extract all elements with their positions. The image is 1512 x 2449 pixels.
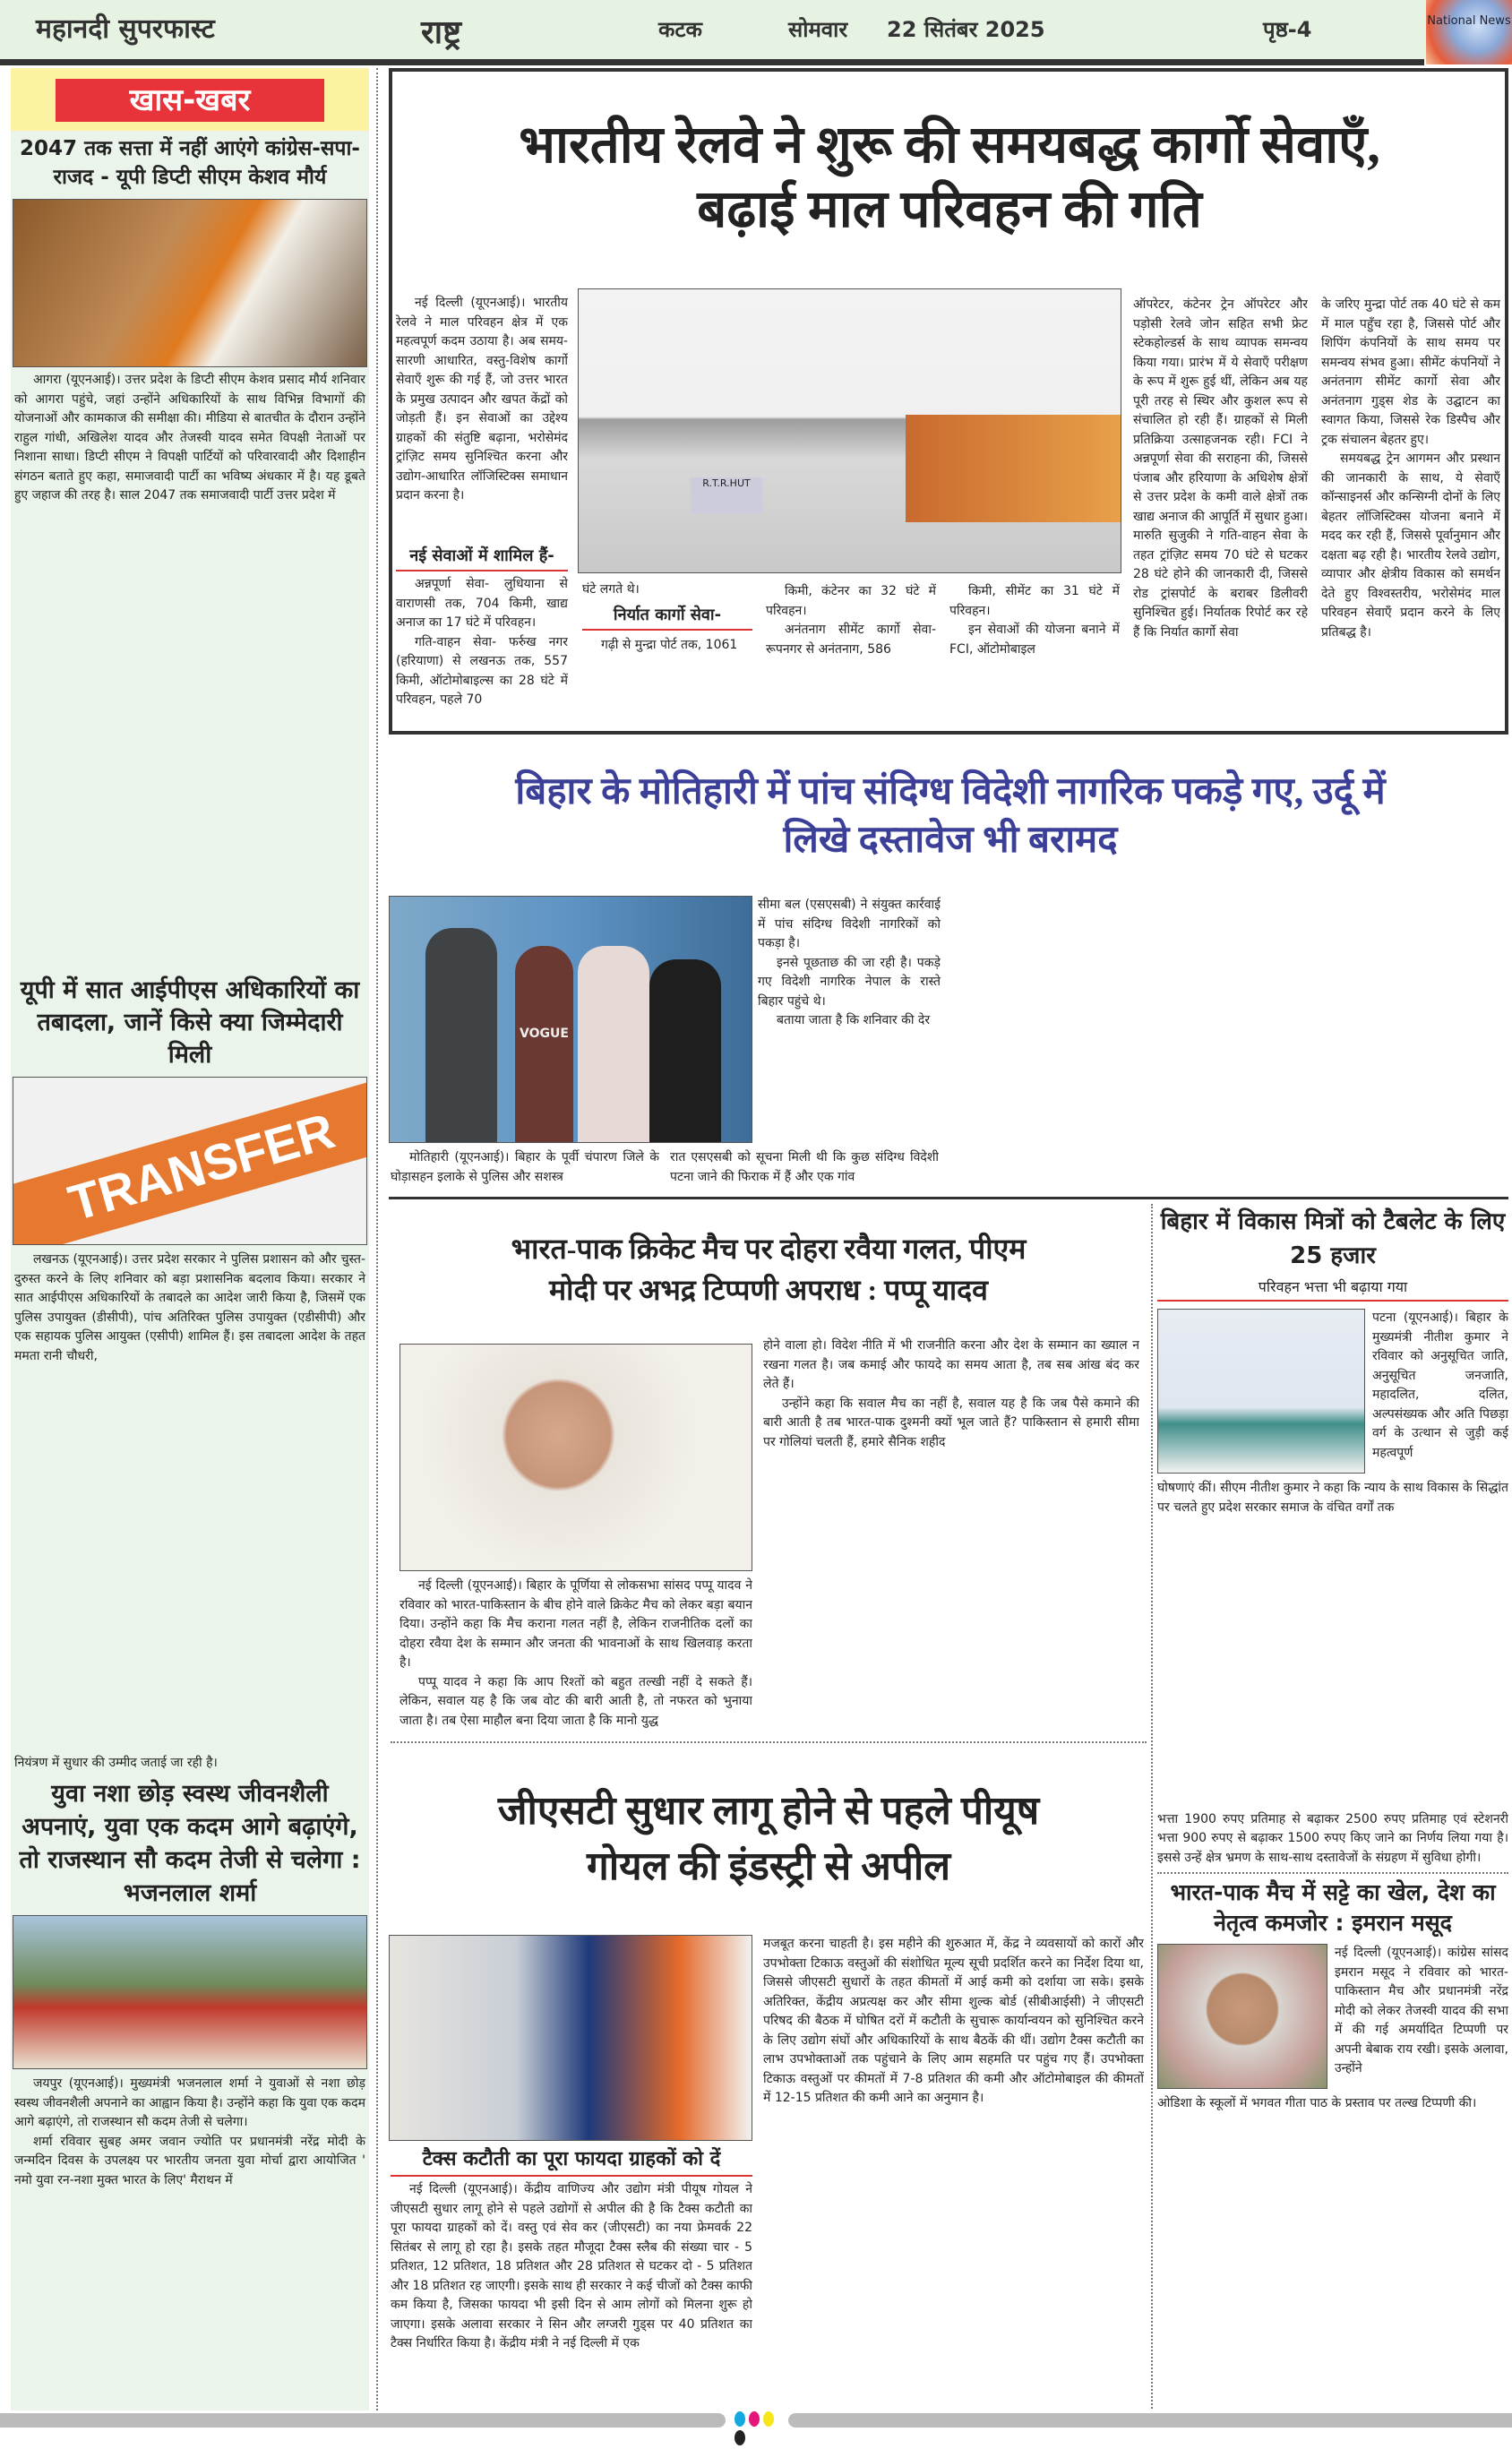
gst-left-stack bbox=[391, 2144, 752, 2388]
page-number: पृष्ठ-4 bbox=[1263, 17, 1312, 42]
cricket-headline-group bbox=[391, 1204, 1147, 1335]
rail-s3: किमी, कंटेनर का 32 घंटे में परिवहन। अनंतनाग सीमेंट कार्गो सेवा- रूपनगर से अनंतनाग, 586 bbox=[766, 584, 936, 657]
headline-rail-1[interactable]: भारतीय रेलवे ने शुरू की समयबद्ध कार्गो सेवाएँ, bbox=[519, 116, 1380, 174]
rail-s2b: गढ़ी से मुन्द्रा पोर्ट तक, 1061 bbox=[601, 637, 738, 652]
rail-sub-new-services: नई सेवाओं में शामिल हैं- bbox=[396, 545, 568, 571]
piyush-goyal-photo bbox=[389, 1935, 752, 2141]
pappu-yadav-photo bbox=[399, 1344, 752, 1571]
marathon-photo bbox=[13, 1915, 367, 2069]
khas-khabar-banner: खास-खबर bbox=[56, 79, 324, 122]
transfer-label: TRANSFER bbox=[13, 1077, 367, 1245]
day: सोमवार bbox=[788, 17, 848, 42]
gst-right: मजबूत करना चाहती है। इस महीने की शुरुआत में, केंद्र ने व्यवसायों को कारों और उपभोक्ता टिकाऊ वस्तुओं की संशोधित मूल्य सूची प्रदर्शित करने का निर्देश दिया था, जिससे जीएसटी सुधारों के तहत कीमतों में आई कमी को दर्शाया जा सके। इसके अतिरिक्त, केंद्रीय अप्रत्यक्ष कर और सीमा शुल्क बोर्ड (सीबीआईसी) ने जीएसटी परिषद की बैठक में घोषित दरों में कटौती के सुचारू कार्यान्वयन को सुनिश्चित करने के लिए उद्योग संघों और अधिकारियों के साथ बैठकें की थीं। उद्योग टैक्स कटौती का लाभ उपभोक्ताओं तक पहुंचाने के लिए आम सहमति पर पहुंच गए हैं। उपभोक्ता टिकाऊ वस्तुओं पर कीमतों में 7-8 प्रतिशत की कमी और ऑटोमोबाइल की कीमतों में 12-15 प्रतिशत की कमी आने का अनुमान है। bbox=[763, 1937, 1144, 2105]
imran-masood-photo bbox=[1157, 1944, 1327, 2089]
headline-yuva[interactable]: युवा नशा छोड़ स्वस्थ जीवनशैली अपनाएं, युवा एक कदम आगे बढ़ाएंगे, तो राजस्थान सौ कदम तेजी से चलेगा : भजनलाल शर्मा bbox=[19, 1780, 361, 1907]
gst-caption: टैक्स कटौती का पूरा फायदा ग्राहकों को दें bbox=[391, 2144, 752, 2177]
bihar-headline-group bbox=[391, 740, 1510, 892]
date: 22 सितंबर 2025 bbox=[887, 17, 1045, 42]
rail-col1: नई दिल्ली (यूएनआई)। भारतीय रेलवे ने माल परिवहन क्षेत्र में एक महत्वपूर्ण कदम उठाया है। अब समय-सारणी आधारित, वस्तु-विशेष कार्गो सेवाएँ शुरू की गई हैं, जो उत्तर भारत के प्रमुख उत्पादन और खपत केंद्रों को जोड़ती हैं। इन सेवाओं का उद्देश्य ग्राहकों की संतुष्टि बढ़ाना, भरोसेमंद ट्रांज़िट समय सुनिश्चित करना और उद्योग-आधारित लॉजिस्टिक्स समाधान प्रदान करना है। bbox=[396, 296, 568, 503]
headline-gst-2[interactable]: गोयल की इंडस्ट्री से अपील bbox=[586, 1844, 951, 1888]
tablet-side: पटना (यूएनआई)। बिहार के मुख्यमंत्री नीतीश कुमार ने रविवार को अनुसूचित जाति, अनुसूचित जनजाति, महादलित, दलित, अल्पसंख्यक और अति पिछड़ा वर्ग के उत्थान से जुड़ी कई महत्वपूर्ण bbox=[1372, 1310, 1508, 1460]
maurya-photo bbox=[13, 199, 367, 367]
yuva-body: जयपुर (यूएनआई)। मुख्यमंत्री भजनलाल शर्मा ने युवाओं से नशा छोड़ स्वस्थ जीवनशैली अपनाने का आह्वान किया है। उन्होंने कहा कि युवा एक कदम आगे बढ़ाएंगे, तो राजस्थान सौ कदम तेजी से चलेगा। शर्मा रविवार सुबह अमर जवान ज्योति पर प्रधानमंत्री नरेंद्र मोदी के जन्मदिन दिवस के उपलक्ष्य पर भारतीय जनता युवा मोर्चा द्वारा आयोजित ' नमो युवा रन-नशा मुक्त भारत के लिए' मैराथन में bbox=[14, 2076, 365, 2187]
masthead bbox=[0, 0, 1512, 59]
section-rule bbox=[389, 1197, 1508, 1199]
imran-body: ओडिशा के स्कूलों में भगवत गीता पाठ के प्रस्ताव पर तल्ख टिप्पणी की। bbox=[1157, 2096, 1477, 2110]
rail-col2-stack bbox=[582, 580, 752, 729]
paper-name: महानदी सुपरफास्ट bbox=[36, 13, 215, 45]
ips-body: लखनऊ (यूएनआई)। उत्तर प्रदेश सरकार ने पुलिस प्रशासन को और चुस्त-दुरुस्त करने के लिए शनिवार को बड़ा प्रशासनिक बदलाव किया। सरकार ने सात आईपीएस अधिकारियों के तबादले का आदेश जारी किया है, जिसमें एक पुलिस उपायुक्त (डीसीपी), पांच अतिरिक्त पुलिस उपायुक्त (एडीसीपी) और एक सहायक पुलिस आयुक्त (एसीपी) शामिल हैं। इस तबादला आदेश के तहत ममता रानी चौधरी, bbox=[14, 1252, 365, 1363]
headline-imran[interactable]: भारत-पाक मैच में सट्टे का खेल, देश का नेतृत्व कमजोर : इमरान मसूद bbox=[1170, 1879, 1496, 1936]
rail-headline-group bbox=[394, 72, 1505, 283]
tablet-photo-row bbox=[1157, 1309, 1508, 1479]
imran-side: नई दिल्ली (यूएनआई)। कांग्रेस सांसद इमरान मसूद ने रविवार को भारत-पाकिस्तान मैच और प्रधानमंत्री नरेंद्र मोदी को लेकर तेजस्वी यादव की सभा में की गई अमर्यादित टिप्पणी पर अपनी बेबाक राय रखी। इसके अलावा, उन्होंने bbox=[1335, 1946, 1508, 2075]
rail-col1b: अन्नपूर्णा सेवा- लुधियाना से वाराणसी तक, 704 किमी, खाद्य अनाज का 17 घंटे में परिवहन। गति-वाहन सेवा- फर्रुख नगर (हरियाणा) से लखनऊ तक, 557 किमी, ऑटोमोबाइल्स का 28 घंटे में परिवहन, पहले 70 bbox=[396, 577, 568, 707]
headline-maurya[interactable]: 2047 तक सत्ता में नहीं आएंगे कांग्रेस-सपा-राजद - यूपी डिप्टी सीएम केशव मौर्य bbox=[20, 137, 360, 189]
registration-bar bbox=[0, 2411, 1512, 2428]
vogue-shirt-text: VOGUE bbox=[515, 946, 573, 1143]
bihar-col4 bbox=[1234, 896, 1508, 1191]
magenta-dot bbox=[749, 2411, 760, 2427]
suspects-photo bbox=[389, 896, 752, 1143]
rail-sub-export: निर्यात कार्गो सेवा- bbox=[582, 604, 752, 631]
rail-col3: ऑपरेटर, कंटेनर ट्रेन ऑपरेटर और पड़ोसी रेलवे जोन सहित सभी फ्रेट स्टेकहोल्डर्स के साथ व्यापक समन्वय किया गया। प्रारंभ में ये सेवाएँ परीक्षण के रूप में शुरू हुई थीं, लेकिन अब यह पूरी तरह से स्थिर और कुशल रूप से संचालित हो रही हैं। ग्राहकों से मिली प्रतिक्रिया उत्साहजनक रही। FCI ने अन्नपूर्णा सेवा की सराहना की, जिससे पंजाब और हरियाणा के अधिशेष क्षेत्रों से उत्तर प्रदेश के कमी वाले क्षेत्रों तक खाद्य अनाज की आपूर्ति में सुधार हुआ। मारुति सुजुकी ने गति-वाहन सेवा के तहत ट्रांज़िट समय 70 घंटे से घटकर 28 घंटे होने की जानकारी दी, जिससे रोड ट्रांसपोर्ट के बराबर डिलीवरी सुनिश्चित हुई। निर्यातक रिपोर्ट कर रहे हैं कि निर्यात कार्गो सेवा bbox=[1133, 297, 1308, 640]
black-dot bbox=[735, 2430, 745, 2445]
khas-banner-bg bbox=[11, 68, 369, 131]
cyan-dot bbox=[735, 2411, 745, 2427]
cricket-body2: होने वाला हो। विदेश नीति में भी राजनीति करना और देश के सम्मान का ख्याल न रखना गलत है। जब कमाई और फायदे का समय आता है, तब सब आंख बंद कर लेते हैं। उन्होंने कहा कि सवाल मैच का नहीं है, सवाल यह है कि जब पैसे कमाने की बारी आती है तब भारत-पाक दुश्मनी क्यों भूल जाते हैं? पाकिस्तान से हमारी सीमा पर गोलियां चलती हैं, हमारे सैनिक शहीद bbox=[763, 1338, 1139, 1449]
headline-bihar-1[interactable]: बिहार के मोतिहारी में पांच संदिग्ध विदेशी नागरिक पकड़े गए, उर्दू में bbox=[515, 771, 1386, 812]
bihar-side: सीमा बल (एसएसबी) ने संयुक्त कार्रवाई में पांच संदिग्ध विदेशी नागरिकों को पकड़ा है। इनसे पूछताछ की जा रही है। पकड़े गए विदेशी नागरिक नेपाल के रास्ते बिहार पहुंचे थे। बताया जाता है कि शनिवार की देर bbox=[758, 898, 941, 1027]
ips-body-end: नियंत्रण में सुधार की उम्मीद जताई जा रही है। bbox=[14, 1756, 218, 1770]
headline-bihar-2[interactable]: लिखे दस्तावेज भी बरामद bbox=[783, 820, 1118, 861]
headline-cricket-2[interactable]: मोदी पर अभद्र टिप्पणी अपराध : पप्पू यादव bbox=[549, 1274, 988, 1306]
yuva-section bbox=[11, 1777, 369, 2410]
section-name: राष्ट्र bbox=[421, 14, 462, 51]
gst-headline-group bbox=[391, 1749, 1147, 1929]
rail-s2: घंटे लगते थे। bbox=[582, 582, 640, 597]
gst-body: नई दिल्ली (यूएनआई)। केंद्रीय वाणिज्य और उद्योग मंत्री पीयूष गोयल ने जीएसटी सुधार लागू होने से पहले उद्योगों से अपील की है कि टैक्स कटौती का पूरा फायदा ग्राहकों को दें। वस्तु एवं सेव कर (जीएसटी) का नया फ्रेमवर्क 22 सितंबर से लागू हो रहा है। इसके तहत मौजूदा टैक्स स्लैब की संख्या चार - 5 प्रतिशत, 12 प्रतिशत, 18 प्रतिशत और 28 प्रतिशत से घटकर दो - 5 प्रतिशत और 18 प्रतिशत रह जाएगी। इसके साथ ही सरकार ने कई चीजों को टैक्स काफी कम किया है, जिसका फायदा भी इसी दिन से आम लोगों को मिलना शुरू हो जाएगा। इसके अलावा सरकार ने सिन और लग्जरी गुड्स पर 40 प्रतिशत का टैक्स निर्धारित किया है। केंद्रीय मंत्री ने नई दिल्ली में एक bbox=[391, 2182, 752, 2350]
imran-section bbox=[1157, 1878, 1508, 2410]
khas-section bbox=[11, 68, 369, 971]
divider bbox=[391, 1741, 1147, 1743]
tablet-section bbox=[1157, 1205, 1508, 1868]
headline-ips[interactable]: यूपी में सात आईपीएस अधिकारियों का तबादला, जानें किसे क्या जिम्मेदारी मिली bbox=[20, 976, 360, 1069]
cricket-body1: नई दिल्ली (यूएनआई)। बिहार के पूर्णिया से लोकसभा सांसद पप्पू यादव ने रविवार को भारत-पाकिस्तान के बीच होने वाले क्रिकेट मैच को लेकर बड़ा बयान दिया। उन्होंने कहा कि मैच कराना गलत नहीं है, लेकिन राजनीतिक दलों का दोहरा रवैया देश के सम्मान और जनता की भावनाओं के साथ खिलवाड़ करता है। पप्पू यादव ने कहा कि आप रिश्तों को बहुत तल्खी नहीं दे सकते हैं। लेकिन, सवाल यह है कि जब वोट की बारी आती है, तो नफरत को भुनाया जाता है। तब ऐसा माहौल बना दिया जाता है कि मानो युद्ध bbox=[399, 1578, 752, 1728]
column-divider bbox=[1151, 1204, 1153, 2409]
headline-gst-1[interactable]: जीएसटी सुधार लागू होने से पहले पीयूष bbox=[497, 1789, 1040, 1833]
hut-sign: R.T.R.HUT bbox=[691, 477, 762, 513]
headline-tablet[interactable]: बिहार में विकास मित्रों को टैबलेट के लिए 25 हजार bbox=[1160, 1208, 1506, 1269]
tablet-body: घोषणाएं कीं। सीएम नीतीश कुमार ने कहा कि न्याय के साथ विकास के सिद्धांत पर चलते हुए प्रदेश सरकार समाज के वंचित वर्गों तक bbox=[1157, 1481, 1508, 1515]
tablet-sub: परिवहन भत्ता भी बढ़ाया गया bbox=[1157, 1276, 1508, 1302]
header-rule bbox=[0, 59, 1424, 65]
headline-rail-2[interactable]: बढ़ाई माल परिवहन की गति bbox=[697, 180, 1202, 238]
rail-col4: के जरिए मुन्द्रा पोर्ट तक 40 घंटे से कम में माल पहुँच रहा है, जिससे पोर्ट और शिपिंग कंपनियों के साथ समय पर समन्वय संभव हुआ। सीमेंट कंपनियों ने अनंतनाग सीमेंट कार्गो सेवा और अनंतनाग गुड्स शेड के उद्घाटन का स्वागत किया, जिससे रेक डिस्पैच और ट्रक संचालन बेहतर हुए। समयबद्ध ट्रेन आगमन और प्रस्थान की जानकारी के साथ, ये सेवाएँ कॉन्साइनर्स और कन्सिग्नी दोनों के लिए बेहतर लॉजिस्टिक्स योजना बनाने में मदद कर रही हैं, जिससे पूर्वानुमान और दक्षता बढ़ रही है। भारतीय रेलवे उद्योग, व्यापार और क्षेत्रीय विकास को समर्थन देते हुए विश्वस्तरीय, भरोसेमंद माल परिवहन सेवाएँ प्रदान करने के लिए प्रतिबद्ध है। bbox=[1321, 297, 1500, 640]
rail-s4: किमी, सीमेंट का 31 घंटे में परिवहन। इन सेवाओं की योजना बनाने में FCI, ऑटोमोबाइल bbox=[949, 584, 1120, 657]
transfer-image bbox=[13, 1077, 367, 1245]
divider bbox=[1157, 1872, 1508, 1874]
national-news-logo: National News bbox=[1426, 0, 1512, 64]
tablet-body-end: भत्ता 1900 रुपए प्रतिमाह से बढ़ाकर 2500 रुपए प्रतिमाह एवं स्टेशनरी भत्ता 900 रुपए से बढ़ाकर 1500 रुपए किए जाने का निर्णय लिया गया है। इससे उन्हें क्षेत्र भ्रमण के साथ-साथ दस्तावेजों के संग्रहण में सुविधा होगी। bbox=[1157, 1811, 1508, 1865]
nitish-kumar-photo bbox=[1157, 1309, 1365, 1474]
column-divider bbox=[376, 68, 378, 2410]
city: कटक bbox=[658, 17, 702, 42]
freight-train-photo bbox=[578, 288, 1121, 573]
imran-photo-row bbox=[1157, 1944, 1508, 2094]
bihar-c1: मोतिहारी (यूएनआई)। बिहार के पूर्वी चंपारण जिले के घोड़ासहन इलाके से पुलिस और सशस्त्र bbox=[391, 1150, 659, 1184]
rail-col1-stack bbox=[396, 294, 568, 729]
bihar-col3 bbox=[951, 896, 1224, 1191]
maurya-body: आगरा (यूएनआई)। उत्तर प्रदेश के डिप्टी सीएम केशव प्रसाद मौर्य शनिवार को आगरा पहुंचे, जहां उन्होंने अधिकारियों के साथ विभिन्न विभागों की योजनाओं और कामकाज की समीक्षा की। मीडिया से बातचीत के दौरान उन्होंने राहुल गांधी, अखिलेश यादव और तेजस्वी यादव समेत विपक्षी नेताओं पर निशाना साधा। डिप्टी सीएम ने विपक्षी पार्टियों को परिवारवादी और दिशाहीन संगठन बताते हुए कहा, समाजवादी पार्टी का भविष्य अंधकार में है। यह डूबते हुए जहाज की तरह है। साल 2047 तक समाजवादी पार्टी उत्तर प्रदेश में bbox=[14, 373, 365, 503]
yellow-dot bbox=[763, 2411, 774, 2427]
ips-section bbox=[11, 975, 369, 1774]
bihar-c2: रात एसएसबी को सूचना मिली थी कि कुछ संदिग्ध विदेशी पटना जाने की फिराक में हैं और एक गांव bbox=[670, 1150, 939, 1184]
headline-cricket-1[interactable]: भारत-पाक क्रिकेट मैच पर दोहरा रवैया गलत, पीएम bbox=[511, 1233, 1027, 1265]
